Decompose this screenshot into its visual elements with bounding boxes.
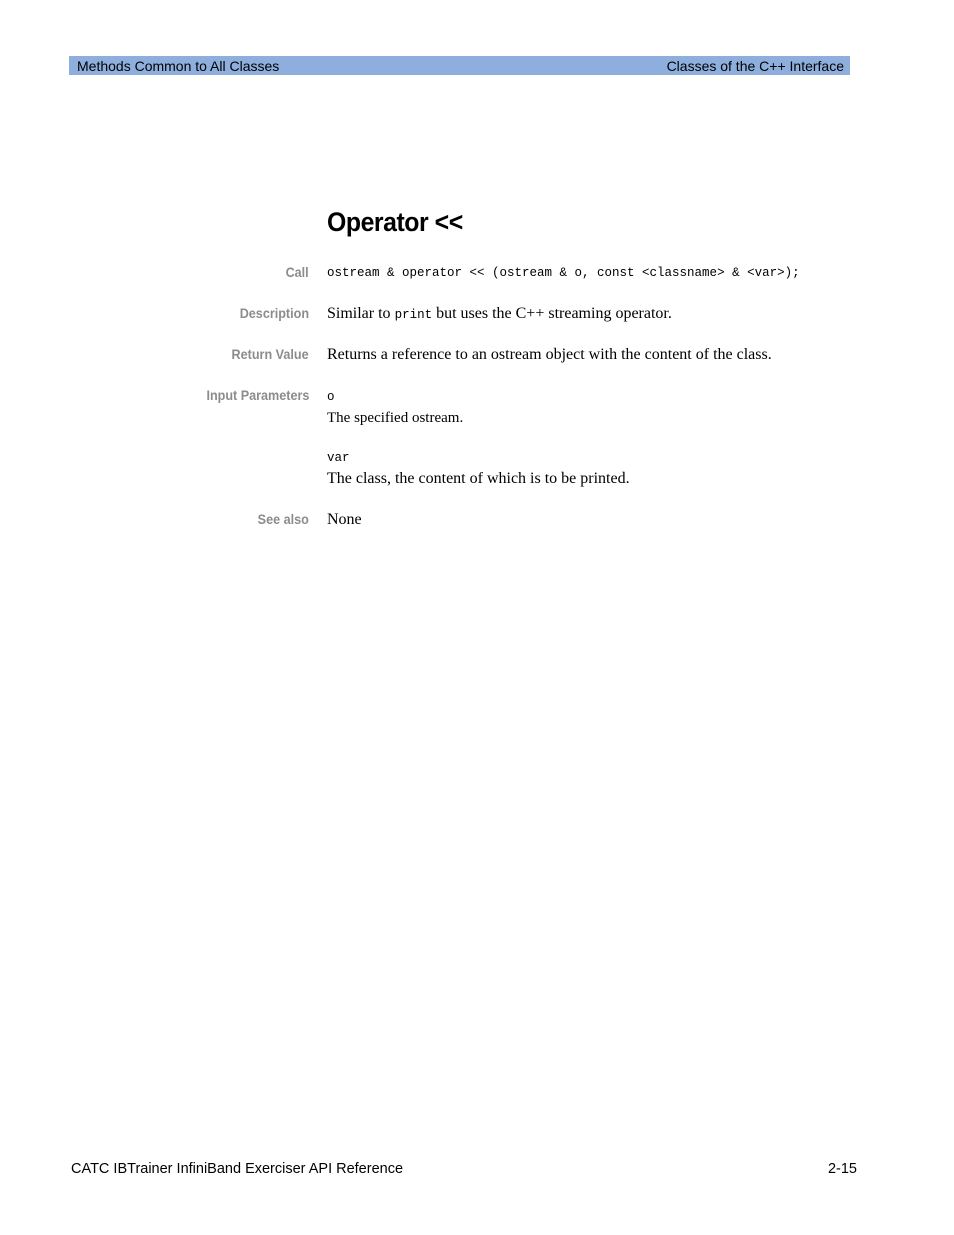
description-text: [327, 305, 672, 323]
description-text-before: Similar to: [327, 305, 395, 322]
header-chapter-title: Classes of the C++ Interface: [666, 58, 844, 74]
print-code: print: [394, 308, 433, 322]
description-text-after: but uses the C++ streaming operator.: [432, 305, 672, 322]
param-description: The class, the content of which is to be printed.: [327, 470, 630, 487]
footer-document-title: CATC IBTrainer InfiniBand Exerciser API Reference: [71, 1161, 404, 1177]
header-section-title: Methods Common to All Classes: [77, 58, 280, 74]
call-signature: ostream & operator << (ostream & o, const <classname> & <var>);: [327, 266, 800, 280]
page-title: Operator <<: [327, 207, 463, 237]
call-label: Call: [285, 264, 309, 280]
running-header: [69, 56, 850, 75]
footer-page-number: 2-15: [827, 1161, 857, 1177]
return-value-text: Returns a reference to an ostream object with the content of the class.: [327, 346, 772, 363]
see-also-label: See also: [257, 511, 309, 527]
param-description: The specified ostream.: [327, 410, 464, 426]
return-value-label: Return Value: [231, 346, 309, 362]
description-label: Description: [239, 305, 309, 321]
param-name: var: [327, 451, 350, 465]
see-also-text: None: [327, 511, 362, 528]
param-name: o: [327, 390, 335, 404]
input-parameters-label: Input Parameters: [206, 387, 309, 403]
